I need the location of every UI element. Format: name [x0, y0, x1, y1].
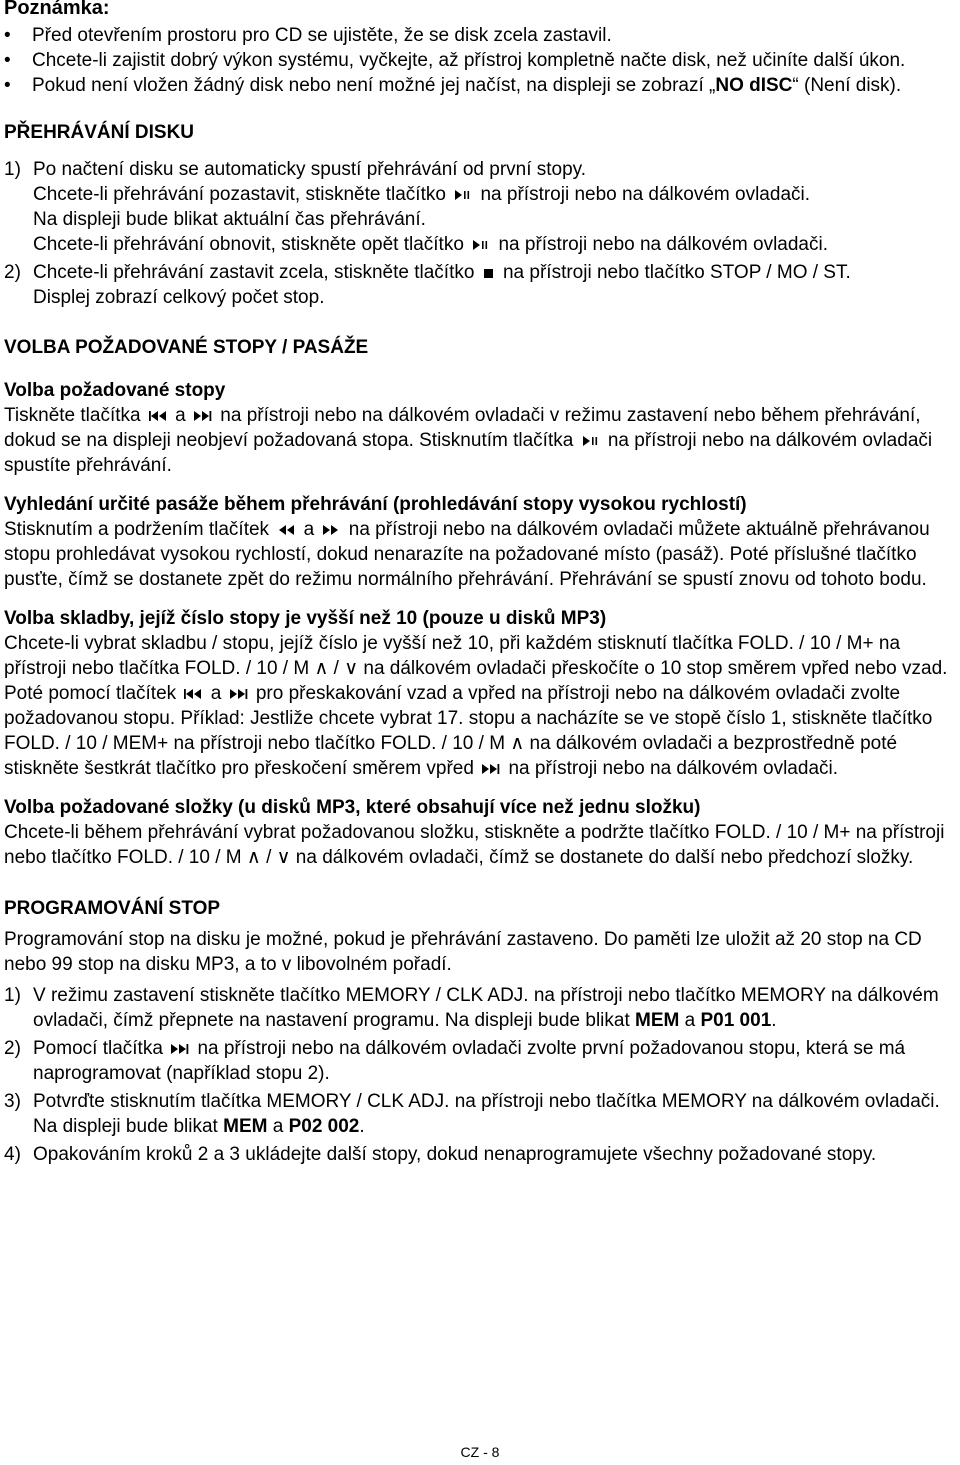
select-sub3-title: Volba skladby, jejíž číslo stopy je vyšší než 10 (pouze u disků MP3)	[4, 608, 607, 629]
play-step-2-line-1	[33, 260, 954, 285]
p02-display-label: P02 002	[288, 1116, 360, 1137]
note-list	[4, 23, 954, 98]
note-section	[4, 0, 954, 98]
note-title: Poznámka:	[4, 0, 110, 19]
program-step-3-b: a	[267, 1116, 289, 1137]
rewind-icon	[276, 523, 296, 537]
note-bullet-1: • Před otevřením prostoru pro CD se ujistěte, že se disk zcela zastavil.	[4, 23, 954, 48]
skip-forward-icon	[229, 687, 249, 701]
select-sub2-text	[4, 517, 954, 592]
note-bullet-3-text-b: “ (Není disk).	[792, 75, 902, 96]
note-bullet-3	[4, 73, 954, 98]
page-number: CZ - 8	[460, 1444, 500, 1460]
select-sub2-title: Vyhledání určité pasáže během přehrávání (prohledávání stopy vysokou rychlostí)	[4, 494, 747, 515]
mem-display-label: MEM	[635, 1010, 680, 1031]
program-step-3-a: Potvrďte stisknutím tlačítka MEMORY / CLK ADJ. na přístroji nebo tlačítka MEMORY na dálkovém ovladači. Na displeji bude blikat	[33, 1091, 940, 1137]
program-step-1-c: .	[771, 1010, 777, 1031]
play-heading: PŘEHRÁVÁNÍ DISKU	[4, 122, 195, 143]
select-sub4-text: Chcete-li během přehrávání vybrat požadovanou složku, stiskněte a podržte tlačítko FOLD. / 10 / M+ na přístroji nebo tlačítko FOLD. / 10 / M ∧ / ∨ na dálkovém ovladači, čímž se dostanete do další nebo předchozí složky.	[4, 822, 945, 868]
mem-display-label: MEM	[223, 1116, 268, 1137]
select-sub3-b: pro přeskakování vzad a vpřed na přístroji nebo na dálkovém ovladači zvolte požadovanou stopu. Příklad: Jestliže chcete vybrat 17. stopu a nacházíte se ve stopě číslo 1, stiskněte tlačítko FOLD. / 10 / MEM+ na přístroji nebo tlačítko FOLD. / 10 / M ∧ na dálkovém ovladači a bezprostředně poté stiskněte šestkrát tlačítko pro přeskočení směrem vpřed	[4, 683, 933, 779]
skip-back-icon	[183, 687, 203, 701]
play-step-1-line-2	[33, 182, 954, 207]
no-disc-label: NO dISC	[715, 75, 793, 96]
play-step-1-line-2-b: na přístroji nebo na dálkovém ovladači.	[480, 184, 811, 205]
select-sub1-c: na přístroji nebo na dálkovém ovladači spustíte přehrávání.	[4, 430, 933, 476]
program-step-2-b: na přístroji nebo na dálkovém ovladači zvolte první požadovanou stopu, která se má naprogramovat (například stopu 2).	[33, 1038, 906, 1084]
select-sub3-text	[4, 631, 954, 781]
select-sub2-b: na přístroji nebo na dálkovém ovladači můžete aktuálně přehrávanou stopu prohledávat vysokou rychlostí, dokud nenarazíte na požadované místo (pasáž). Poté příslušné tlačítko pusťte, čímž se dostanete zpět do režimu normálního přehrávání. Přehrávání se spustí znovu od tohoto bodu.	[4, 519, 930, 590]
select-sub1-title: Volba požadované stopy	[4, 380, 226, 401]
note-bullet-2: • Chcete-li zajistit dobrý výkon systému, vyčkejte, až přístroj kompletně načte disk, než učiníte další úkon.	[4, 48, 954, 73]
program-step-2-a: Pomocí tlačítka	[33, 1038, 163, 1059]
select-sub1-b: na přístroji nebo na dálkovém ovladači v režimu zastavení nebo během přehrávání, dokud se na displeji neobjeví požadovaná stopa. Stisknutím tlačítka	[4, 405, 921, 451]
note-bullet-3-text-a: Pokud není vložen žádný disk nebo není možné jej načíst, na displeji se zobrazí „	[32, 75, 716, 96]
play-step-1-line-4-a: Chcete-li přehrávání obnovit, stiskněte opět tlačítko	[33, 234, 464, 255]
play-step-2	[4, 260, 954, 310]
program-step-3-number: 3)	[4, 1091, 21, 1112]
select-sub1-and: a	[175, 405, 186, 426]
play-pause-icon	[453, 188, 473, 202]
select-sub4-title: Volba požadované složky (u disků MP3, které obsahují více než jednu složku)	[4, 797, 701, 818]
play-step-2-line-2: Displej zobrazí celkový počet stop.	[33, 287, 325, 308]
play-step-1-number: 1)	[4, 159, 21, 180]
program-step-1-number: 1)	[4, 985, 21, 1006]
program-steps	[4, 983, 954, 1167]
program-intro: Programování stop na disku je možné, pokud je přehrávání zastaveno. Do paměti lze uložit až 20 stop na CD nebo 99 stop na disku MP3, a to v libovolném pořadí.	[4, 929, 922, 975]
select-sub3-c: na přístroji nebo na dálkovém ovladači.	[508, 758, 839, 779]
play-step-1	[4, 157, 954, 257]
play-step-1-line-4	[33, 232, 954, 257]
play-section	[4, 120, 954, 310]
p01-display-label: P01 001	[700, 1010, 772, 1031]
stop-icon	[482, 266, 496, 280]
skip-forward-icon	[481, 762, 501, 776]
program-step-2-number: 2)	[4, 1038, 21, 1059]
program-step-1	[4, 983, 954, 1033]
select-sub1-text	[4, 403, 954, 478]
play-step-1-line-4-b: na přístroji nebo na dálkovém ovladači.	[498, 234, 828, 255]
program-step-1-b: a	[679, 1010, 701, 1031]
play-steps	[4, 157, 954, 310]
play-step-1-line-3: Na displeji bude blikat aktuální čas přehrávání.	[33, 209, 426, 230]
play-step-1-line-2-a: Chcete-li přehrávání pozastavit, stiskněte tlačítko	[33, 184, 446, 205]
play-step-2-number: 2)	[4, 262, 21, 283]
select-sub2-a: Stisknutím a podržením tlačítek	[4, 519, 270, 540]
program-step-4	[4, 1142, 954, 1167]
skip-forward-icon	[170, 1042, 190, 1056]
program-step-4-number: 4)	[4, 1144, 21, 1165]
play-step-1-line-1: Po načtení disku se automaticky spustí přehrávání od první stopy.	[33, 159, 587, 180]
select-section	[4, 335, 954, 870]
play-pause-icon	[581, 434, 601, 448]
play-step-2-b: na přístroji nebo tlačítko STOP / MO / ST.	[502, 262, 851, 283]
program-section	[4, 896, 954, 1167]
select-sub3-a: Chcete-li vybrat skladbu / stopu, jejíž číslo je vyšší než 10, při každém stisknutí tlačítka FOLD. / 10 / M+ na přístroji nebo tlačítka FOLD. / 10 / M ∧ / ∨ na dálkovém ovladači přeskočíte o 10 stop směrem vpřed nebo vzad. Poté pomocí tlačítek	[4, 633, 948, 704]
program-step-2	[4, 1036, 954, 1086]
play-pause-icon	[471, 238, 491, 252]
skip-forward-icon	[193, 409, 213, 423]
select-sub1-a: Tiskněte tlačítka	[4, 405, 141, 426]
program-step-3-c: .	[359, 1116, 365, 1137]
skip-back-icon	[148, 409, 168, 423]
program-heading: PROGRAMOVÁNÍ STOP	[4, 898, 221, 919]
select-sub2-and: a	[303, 519, 315, 540]
fast-forward-icon	[321, 523, 341, 537]
play-step-2-a: Chcete-li přehrávání zastavit zcela, stiskněte tlačítko	[33, 262, 475, 283]
select-sub3-and: a	[210, 683, 222, 704]
program-step-1-a: V režimu zastavení stiskněte tlačítko MEMORY / CLK ADJ. na přístroji nebo tlačítko MEMORY na dálkovém ovladači, čímž přepnete na nastavení programu. Na displeji bude blikat	[33, 985, 939, 1031]
select-heading: VOLBA POŽADOVANÉ STOPY / PASÁŽE	[4, 337, 369, 358]
program-step-4-text: Opakováním kroků 2 a 3 ukládejte další stopy, dokud nenaprogramujete všechny požadované stopy.	[33, 1144, 877, 1165]
program-step-3	[4, 1089, 954, 1139]
